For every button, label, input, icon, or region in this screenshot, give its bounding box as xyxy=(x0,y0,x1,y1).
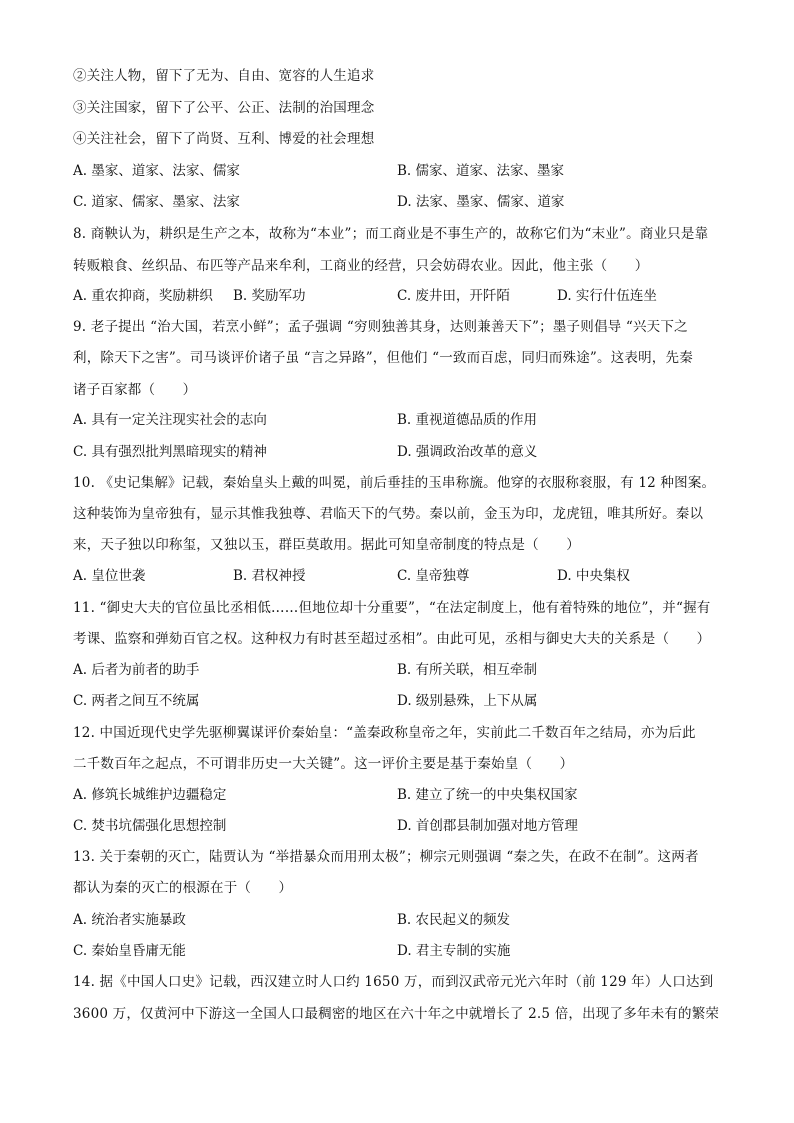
q9-stem-line: 诸子百家都（ ） xyxy=(73,382,197,398)
q10-option-b[interactable]: B. 君权神授 xyxy=(233,568,306,584)
q13-option-a[interactable]: A. 统治者实施暴政 xyxy=(73,912,186,928)
q13-option-c[interactable]: C. 秦始皇昏庸无能 xyxy=(73,943,186,959)
q9-option-a[interactable]: A. 具有一定关注现实社会的志向 xyxy=(73,412,267,428)
q9-option-d[interactable]: D. 强调政治改革的意义 xyxy=(397,444,538,460)
q13-option-b[interactable]: B. 农民起义的频发 xyxy=(397,912,511,928)
q8-option-d[interactable]: D. 实行什伍连坐 xyxy=(557,288,657,304)
statement-2: ②关注人物，留下了无为、自由、宽容的人生追求 xyxy=(73,68,375,84)
q11-option-d[interactable]: D. 级别悬殊，上下从属 xyxy=(397,693,538,709)
q10-stem-line: 这种装饰为皇帝独有，显示其惟我独尊、君临天下的气势。秦以前，金玉为印，龙虎钮，唯其所好。秦以 xyxy=(73,506,704,522)
q10-stem-line: 10. 《史记集解》记载，秦始皇头上戴的叫冕，前后垂挂的玉串称旒。他穿的衣服称衮服，有 12 种图案。 xyxy=(73,475,716,491)
statement-3: ③关注国家，留下了公平、公正、法制的治国理念 xyxy=(73,100,375,116)
q8-stem-line: 转贩粮食、丝织品、布匹等产品来牟利，工商业的经营，只会妨碍农业。因此，他主张（ ） xyxy=(73,258,649,274)
q11-option-b[interactable]: B. 有所关联，相互牵制 xyxy=(397,662,538,678)
q10-option-a[interactable]: A. 皇位世袭 xyxy=(73,568,146,584)
q14-stem-line: 3600 万，仅黄河中下游这一全国人口最稠密的地区在六十年之中就增长了 2.5 倍，出现了多年未有的繁荣 xyxy=(73,1006,720,1022)
q9-option-b[interactable]: B. 重视道德品质的作用 xyxy=(397,412,538,428)
q7-option-a[interactable]: A. 墨家、道家、法家、儒家 xyxy=(73,163,240,179)
statement-4: ④关注社会，留下了尚贤、互利、博爱的社会理想 xyxy=(73,131,375,147)
q12-option-b[interactable]: B. 建立了统一的中央集权国家 xyxy=(397,787,578,803)
q10-stem-line: 来，天子独以印称玺，又独以玉，群臣莫敢用。据此可知皇帝制度的特点是（ ） xyxy=(73,537,580,553)
q10-option-c[interactable]: C. 皇帝独尊 xyxy=(397,568,470,584)
q8-option-c[interactable]: C. 废井田，开阡陌 xyxy=(397,288,510,304)
q14-stem-line: 14. 据《中国人口史》记载，西汉建立时人口约 1650 万，而到汉武帝元光六年时（前 129 年）人口达到 xyxy=(73,974,714,990)
q9-stem-line: 9. 老子提出 “治大国，若烹小鲜”；孟子强调 “穷则独善其身，达则兼善天下”；墨子则倡导 “兴天下之 xyxy=(73,319,688,335)
q13-stem-line: 都认为秦的灭亡的根源在于（ ） xyxy=(73,880,293,896)
q7-option-c[interactable]: C. 道家、儒家、墨家、法家 xyxy=(73,194,240,210)
q12-option-d[interactable]: D. 首创郡县制加强对地方管理 xyxy=(397,818,578,834)
q11-option-a[interactable]: A. 后者为前者的助手 xyxy=(73,662,200,678)
q12-option-a[interactable]: A. 修筑长城维护边疆稳定 xyxy=(73,787,227,803)
q12-option-c[interactable]: C. 焚书坑儒强化思想控制 xyxy=(73,818,227,834)
q7-option-b[interactable]: B. 儒家、道家、法家、墨家 xyxy=(397,163,565,179)
q11-stem-line: 考课、监察和弹劾百官之权。这种权力有时甚至超过丞相”。由此可见，丞相与御史大夫的关系是（ ） xyxy=(73,631,711,647)
q8-stem-line: 8. 商鞅认为，耕织是生产之本，故称为“本业”；而工商业是不事生产的，故称它们为“末业”。商业只是靠 xyxy=(73,226,709,242)
q11-stem-line: 11. “御史大夫的官位虽比丞相低……但地位却十分重要”，“在法定制度上，他有着特殊的地位”，并“握有 xyxy=(73,600,711,616)
q10-option-d[interactable]: D. 中央集权 xyxy=(557,568,630,584)
q8-option-b[interactable]: B. 奖励军功 xyxy=(233,288,306,304)
q8-option-a[interactable]: A. 重农抑商，奖励耕织 xyxy=(73,288,213,304)
q9-option-c[interactable]: C. 具有强烈批判黑暗现实的精神 xyxy=(73,444,267,460)
q9-stem-line: 利，除天下之害”。司马谈评价诸子虽 “言之异路”，但他们 “一致而百虑，同归而殊途”。这表明，先秦 xyxy=(73,350,693,366)
q12-stem-line: 二千数百年之起点，不可谓非历史一大关键”。这一评价主要是基于秦始皇（ ） xyxy=(73,756,574,772)
q12-stem-line: 12. 中国近现代史学先驱柳翼谋评价秦始皇：“盖秦政称皇帝之年，实前此二千数百年之结局，亦为后此 xyxy=(73,725,696,741)
q13-option-d[interactable]: D. 君主专制的实施 xyxy=(397,943,511,959)
q13-stem-line: 13. 关于秦朝的灭亡，陆贾认为 “举措暴众而用刑太极”；柳宗元则强调 “秦之失，在政不在制”。这两者 xyxy=(73,849,699,865)
q11-option-c[interactable]: C. 两者之间互不统属 xyxy=(73,693,200,709)
q7-option-d[interactable]: D. 法家、墨家、儒家、道家 xyxy=(397,194,565,210)
